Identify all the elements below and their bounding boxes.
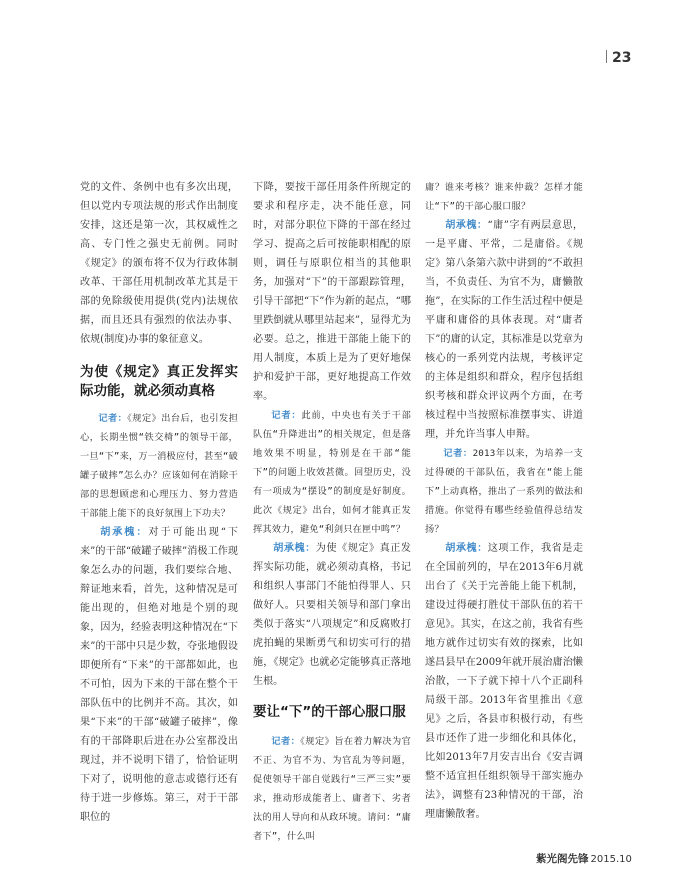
answer-paragraph — [425, 216, 583, 444]
answer-paragraph — [425, 539, 583, 824]
section-heading: 为使《规定》真正发挥实际功能，就必须动真格 — [80, 364, 238, 399]
question-text: 《规定》旨在着力解决为官不正、为官不为、为官乱为等问题，促使领导干部自觉践行“三严三实”要求，推动形成能者上、庸者下、劣者汰的用人导向和从政环境。请问：“庸者下”，什么叫 — [253, 736, 411, 842]
interviewee-label: 胡承槐： — [445, 220, 488, 231]
column-3 — [425, 178, 583, 824]
column-1 — [80, 178, 238, 827]
footer — [536, 851, 632, 866]
answer-text: 为使《规定》真正发挥实际功能，就必须动真格，书记和组织人事部门不能怕得罪人、只做好人。只要相关领导和部门拿出类似于落实“八项规定”和反腐败打虎拍蝇的果断勇气和切实可行的措施，《规定》也就必定能够真正落地生根。 — [253, 543, 412, 687]
question-text: 2013年以来，为培养一支过得硬的干部队伍，我省在“能上能下”上动真格，推出了一系列的做法和措施。你觉得有哪些经验值得总结发扬？ — [425, 448, 583, 535]
paragraph: 党的文件、条例中也有多次出现，但以党内专项法规的形式作出制度安排，这还是第一次，其权威性之高、专门性之强史无前例。同时《规定》的颁布将不仅为行政体制改革、干部任用机制改革尤其是干部的免除级使用提供(党内)法规依据，而且还具有强烈的依法办事、依规(制度)办事的象征意义。 — [80, 182, 238, 345]
issue-number: 2015.10 — [590, 854, 632, 865]
column-2 — [253, 178, 411, 846]
section-heading: 要让“下”的干部心服口服 — [253, 704, 406, 720]
question-text: 《规定》出台后，也引发担心，长期坐惯“铁交椅”的领导干部，一旦“下”来，万一消极应付，甚至“破罐子破摔”怎么办？应该如何在消除干部的思想顾虑和心理压力、努力营造干部能上能下的良好氛围上下功夫？ — [80, 413, 239, 519]
interviewee-label: 胡承槐： — [100, 527, 149, 538]
question-continuation: 庸？谁来考核？谁来仲裁？怎样才能让“下”的干部心服口服？ — [425, 182, 583, 212]
answer-paragraph — [253, 539, 411, 691]
question-paragraph — [425, 444, 583, 539]
paragraph: 下降，要按干部任用条件所规定的要求和程序走，决不能任意，同时，对部分职位下降的干部在经过学习、提高之后可按能职相配的原则，调任与原职位相当的其他职务，加强对“下”的干部跟踪管理，引导干部把“下”作为新的起点，“哪里跌倒就从哪里站起来”，显得尤为必要。总之，推进干部能上能下的用人制度，本质上是为了更好地保护和爱护干部，更好地提高工作效率。 — [253, 182, 411, 402]
answer-text: “庸”字有两层意思，一是平庸、平常，二是庸俗。《规定》第八条第六款中讲到的“不敢担当，不负责任、为官不为，庸懒散拖”，在实际的工作生活过程中便是平庸和庸俗的具体表现。对“庸者下”的庸的认定，其标准是以党章为核心的一系列党内法规，考核评定的主体是组织和群众，程序包括组织考核和群众评议两个方面，在考核过程中当按照标准摆事实、讲道理，并允许当事人申辩。 — [425, 220, 584, 440]
answer-paragraph — [80, 523, 238, 827]
magazine-name: 紫光阁先锋 — [536, 853, 589, 865]
answer-text: 这项工作，我省是走在全国前列的，早在2013年6月就出台了《关于完善能上能下机制，建设过得硬打胜仗干部队伍的若干意见》。其实，在这之前，我省有些地方就作过切实有效的探索，比如遂昌县早在2009年就开展治庸治懒治散，一下子就下掉十八个正副科局级干部。2013年省里推出《意见》之后，各县市积极行动，有些县市还作了进一步细化和具体化，比如2013年7月安吉出台《安吉调整不适宜担任组织领导干部实施办法》，调整有23种情况的干部，治理庸懒散奢。 — [425, 543, 584, 820]
question-paragraph — [80, 409, 238, 523]
answer-text: 对于可能出现“下来”的干部“破罐子破摔”消极工作现象怎么办的问题，我们要综合地、辩证地来看，首先，这种情况是可能出现的，但绝对地是个别的现象，因为，经验表明这种情况在“下来”的干部中只是少数，夺张地假设即便所有“下来”的干部都如此，也不可怕，因为下来的干部在整个干部队伍中的比例并不高。其次，如果“下来”的干部“破罐子破摔”，像有的干部降职后进在办公室都没出现过，并不说明下错了，恰恰证明下对了，说明他的意志或德行还有待于进一步修炼。第三，对于干部职位的 — [80, 527, 238, 823]
question-text: 此前，中央也有关于干部队伍“升降进出”的相关规定，但是落地效果不明显，特别是在干部“能下”的问题上收效甚微。回望历史，没有一项成为“摆设”的制度是好制度。此次《规定》出台，如何才能真正发挥其效力，避免“利剑只在匣中鸣”？ — [253, 410, 412, 535]
question-paragraph — [253, 732, 411, 846]
page-number — [606, 50, 631, 66]
page-number-divider — [606, 50, 607, 63]
interviewee-label: 胡承槐： — [445, 543, 488, 554]
reporter-label: 记者： — [271, 410, 302, 421]
question-paragraph — [253, 406, 411, 539]
page-number-text: 23 — [612, 50, 632, 66]
reporter-label: 记者： — [98, 413, 128, 424]
reporter-label: 记者： — [271, 736, 301, 747]
reporter-label: 记者： — [443, 448, 473, 459]
interviewee-label: 胡承槐： — [273, 543, 316, 554]
